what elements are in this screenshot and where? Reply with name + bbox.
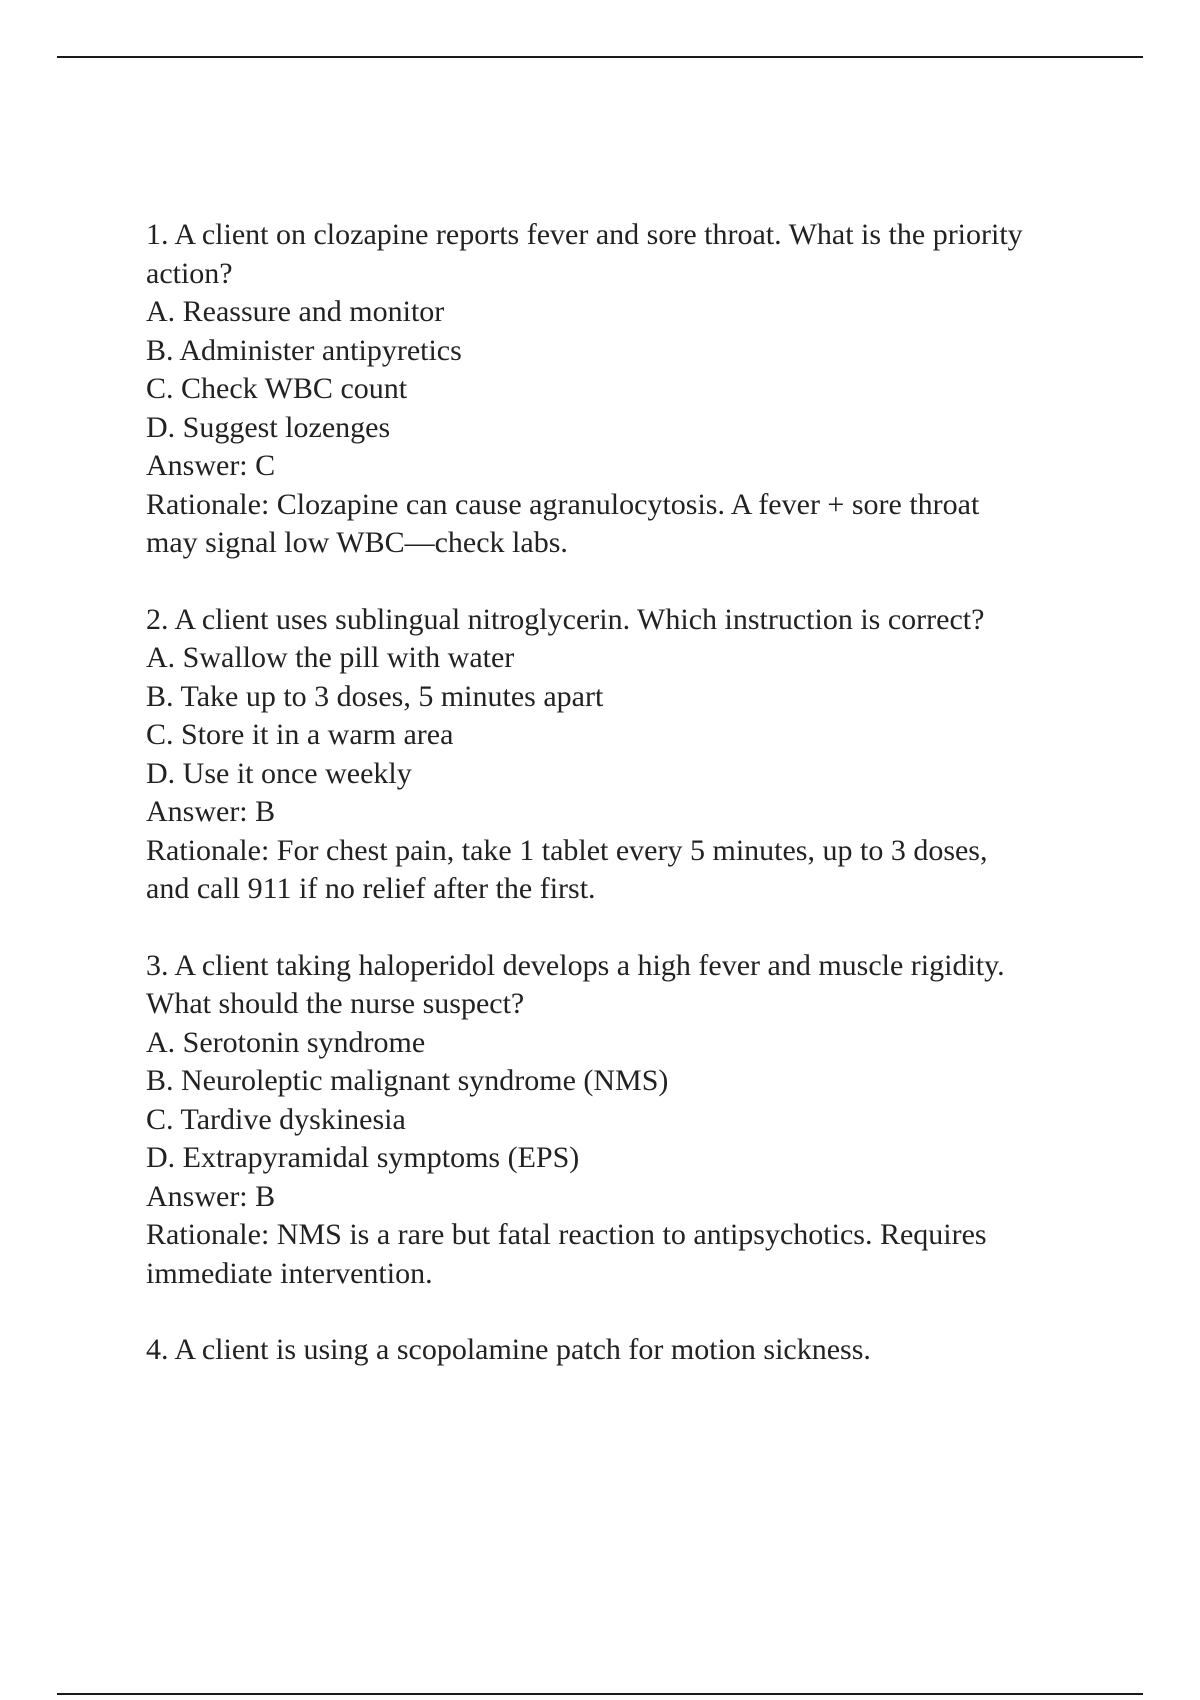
question-stem: 1. A client on clozapine reports fever and sore throat. What is the priority action? — [146, 218, 1023, 290]
rationale: Rationale: Clozapine can cause agranulocytosis. A fever + sore throat may signal low WBC—check labs. — [146, 487, 980, 559]
question-stem: 3. A client taking haloperidol develops a high fever and muscle rigidity. What should the nurse suspect? — [146, 948, 1005, 1020]
question-2 — [146, 601, 1026, 909]
option-d: D. Extrapyramidal symptoms (EPS) — [146, 1141, 580, 1174]
option-a: A. Swallow the pill with water — [146, 641, 515, 674]
option-c: C. Store it in a warm area — [146, 718, 454, 751]
question-4 — [146, 1331, 1026, 1370]
option-c: C. Tardive dyskinesia — [146, 1102, 406, 1136]
question-stem: 4. A client is using a scopolamine patch for motion sickness. — [146, 1333, 871, 1366]
rationale: Rationale: NMS is a rare but fatal reaction to antipsychotics. Requires immediate intervention. — [146, 1218, 987, 1290]
option-b: B. Neuroleptic malignant syndrome (NMS) — [146, 1064, 669, 1097]
option-c: C. Check WBC count — [146, 372, 408, 405]
option-b: B. Take up to 3 doses, 5 minutes apart — [146, 679, 604, 713]
top-rule — [57, 56, 1143, 58]
option-b: B. Administer antipyretics — [146, 333, 462, 367]
question-3 — [146, 947, 1026, 1294]
option-d: D. Suggest lozenges — [146, 410, 391, 444]
bottom-rule — [57, 1693, 1143, 1695]
option-a: A. Reassure and monitor — [146, 295, 445, 328]
document-body — [146, 216, 1026, 1408]
answer: Answer: C — [146, 449, 276, 482]
option-a: A. Serotonin syndrome — [146, 1025, 426, 1059]
answer: Answer: B — [146, 1179, 276, 1213]
rationale: Rationale: For chest pain, take 1 tablet every 5 minutes, up to 3 doses, and call 911 if no relief after the first. — [146, 833, 988, 905]
option-d: D. Use it once weekly — [146, 756, 412, 790]
question-stem: 2. A client uses sublingual nitroglycerin. Which instruction is correct? — [146, 602, 985, 636]
question-1 — [146, 216, 1026, 563]
answer: Answer: B — [146, 795, 276, 828]
